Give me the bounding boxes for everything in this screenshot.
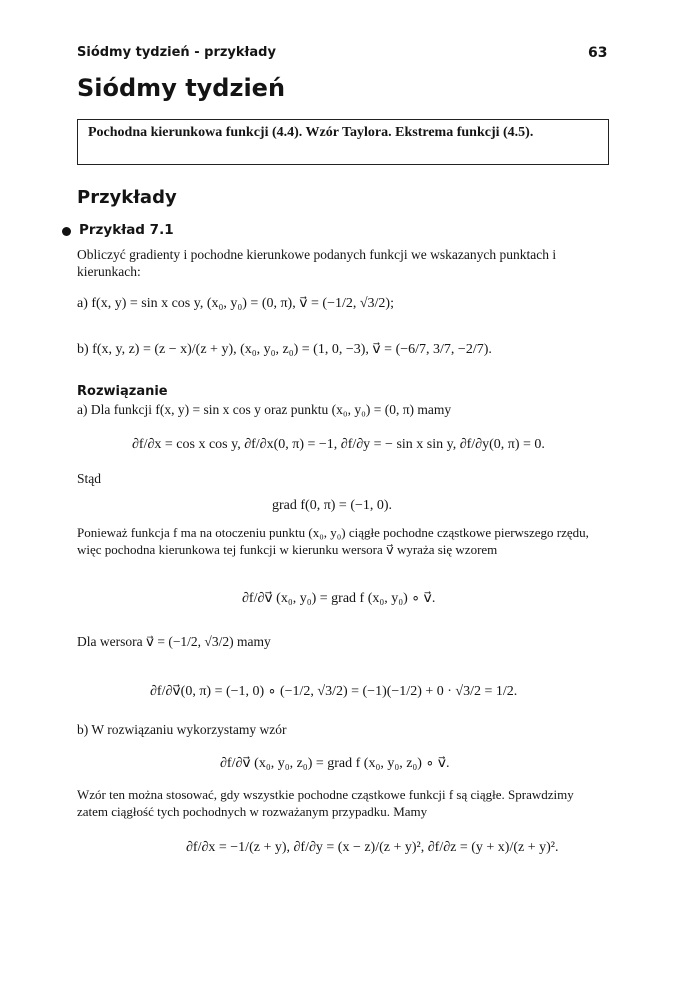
running-title: Siódmy tydzień - przykłady (77, 45, 276, 60)
topic-box (77, 119, 609, 165)
example-intro: Obliczyć gradienty i pochodne kierunkowe podanych funkcji we wskazanych punktach i kierunkach: (77, 247, 557, 279)
page-number: 63 (588, 45, 608, 61)
section-title: Przykłady (77, 187, 177, 208)
example-label: Przykład 7.1 (79, 222, 174, 238)
topic-text: Pochodna kierunkowa funkcji (4.4). Wzór Taylora. Ekstrema funkcji (4.5). (88, 125, 534, 140)
partial-equations-a: ∂f/∂x = cos x cos y, ∂f/∂x(0, π) = −1, ∂f/∂y = − sin x sin y, ∂f/∂y(0, π) = 0. (132, 437, 545, 452)
directional-formula-2d: ∂f/∂v⃗ (x₀, y₀) = grad f (x₀, y₀) ∘ v⃗. (242, 591, 436, 606)
solution-heading: Rozwiązanie (77, 384, 168, 399)
stad-text: Stąd (77, 471, 102, 486)
solution-a-intro: a) Dla funkcji f(x, y) = sin x cos y oraz punktu (x₀, y₀) = (0, π) mamy (77, 402, 452, 417)
partial-equations-b: ∂f/∂x = −1/(z + y), ∂f/∂y = (x − z)/(z + y)², ∂f/∂z = (y + x)/(z + y)². (186, 840, 559, 855)
item-a: a) f(x, y) = sin x cos y, (x₀, y₀) = (0, π), v⃗ = (−1/2, √3/2); (77, 296, 394, 311)
directional-calculation: ∂f/∂v⃗(0, π) = (−1, 0) ∘ (−1/2, √3/2) = (−1)(−1/2) + 0 · √3/2 = 1/2. (150, 684, 518, 699)
item-b: b) f(x, y, z) = (z − x)/(z + y), (x₀, y₀, z₀) = (1, 0, −3), v⃗ = (−6/7, 3/7, −2/7). (77, 342, 492, 357)
solution-b-intro: b) W rozwiązaniu wykorzystamy wzór (77, 722, 287, 737)
paragraph-2: Wzór ten można stosować, gdy wszystkie pochodne cząstkowe funkcji f są ciągłe. Sprawdzimy zatem ciągłość tych pochodnych w rozważanym przypadku. Mamy (77, 787, 574, 819)
chapter-title: Siódmy tydzień (77, 74, 286, 102)
grad-result: grad f(0, π) = (−1, 0). (272, 498, 393, 513)
versor-line: Dla wersora v⃗ = (−1/2, √3/2) mamy (77, 634, 271, 649)
directional-formula-3d: ∂f/∂v⃗ (x₀, y₀, z₀) = grad f (x₀, y₀, z₀) ∘ v⃗. (220, 756, 450, 771)
paragraph-1: Ponieważ funkcja f ma na otoczeniu punktu (x₀, y₀) ciągłe pochodne cząstkowe pierwszego rzędu, więc pochodna kierunkowa tej funkcji w kierunku wersora v⃗ wyraża się wzorem (77, 525, 589, 557)
bullet-icon (62, 227, 71, 236)
